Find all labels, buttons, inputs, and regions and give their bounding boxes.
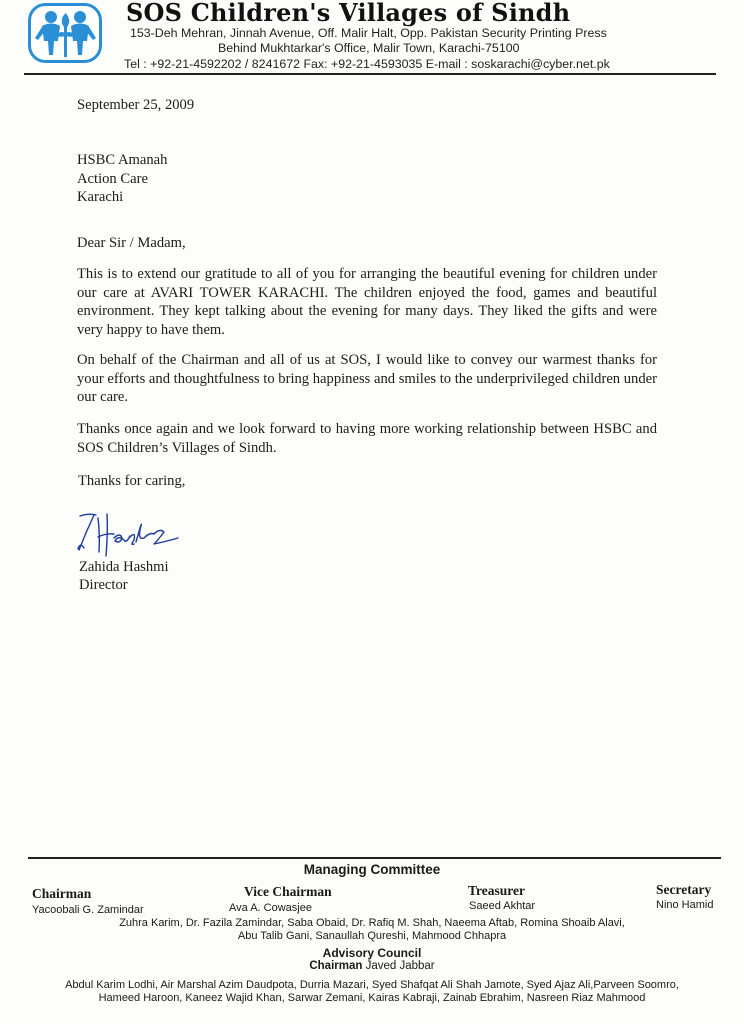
advisory-council-title: Advisory Council xyxy=(322,946,422,960)
letter-date: September 25, 2009 xyxy=(77,97,195,113)
recipient-line: Karachi xyxy=(77,189,124,205)
body-paragraph-1: This is to extend our gratitude to all of you for arranging the beautiful evening for children under our care at AVARI TOWER KARACHI. The children enjoyed the food, games and beautiful environment. They kept talking about the evening for many days. They liked the gifts and were very happy to have them. xyxy=(77,266,657,338)
committee-members-line: Zuhra Karim, Dr. Fazila Zamindar, Saba Obaid, Dr. Rafiq M. Shah, Naeema Aftab, Romina Shoaib Alavi, xyxy=(119,917,625,929)
vice-chairman-role: Vice Chairman xyxy=(244,884,332,899)
recipient-address xyxy=(77,151,167,207)
vice-chairman-name: Ava A. Cowasjee xyxy=(229,902,312,914)
secretary-name: Nino Hamid xyxy=(656,899,714,911)
address-line-2: Behind Mukhtarkar's Office, Malir Town, Karachi-75100 xyxy=(218,41,520,55)
chairman-role: Chairman xyxy=(32,886,92,901)
sos-children-logo-icon xyxy=(28,3,102,63)
chairman-name: Yacoobali G. Zamindar xyxy=(32,904,144,916)
advisory-chairman-name: Javed Jabbar xyxy=(365,960,435,972)
contact-line: Tel : +92-21-4592202 / 8241672 Fax: +92-21-4593035 E-mail : soskarachi@cyber.net.pk xyxy=(124,57,610,71)
managing-committee-title: Managing Committee xyxy=(303,862,441,877)
advisory-chairman xyxy=(0,960,744,972)
advisory-members-line: Hameed Haroon, Kaneez Wajid Khan, Sarwar Zemani, Kairas Kabraji, Zainab Ebrahim, Nasreen Riaz Mahmood xyxy=(98,992,646,1004)
body-paragraph-3: Thanks once again and we look forward to having more working relationship between HSBC and SOS Children’s Villages of Sindh. xyxy=(77,421,657,456)
handwritten-signature-icon xyxy=(74,504,184,564)
committee-members-line: Abu Talib Gani, Sanaullah Qureshi, Mahmood Chhapra xyxy=(237,930,507,942)
advisory-members xyxy=(0,979,744,1005)
address-line-1: 153-Deh Mehran, Jinnah Avenue, Off. Malir Halt, Opp. Pakistan Security Printing Press xyxy=(130,26,607,40)
recipient-line: HSBC Amanah xyxy=(77,152,168,168)
advisory-chairman-label: Chairman xyxy=(309,960,363,972)
committee-members xyxy=(0,917,744,943)
body-paragraph-2: On behalf of the Chairman and all of us at SOS, I would like to convey our warmest thanks for your efforts and thoughtfulness to bring happiness and smiles to the underprivileged children under our care. xyxy=(77,352,657,405)
advisory-members-line: Abdul Karim Lodhi, Air Marshal Azim Daudpota, Durria Mazari, Syed Shafqat Ali Shah Jamote, Syed Ajaz Ali,Parveen Soomro, xyxy=(65,979,679,991)
letterhead-divider xyxy=(24,73,716,75)
treasurer-name: Saeed Akhtar xyxy=(469,900,536,912)
closing-line: Thanks for caring, xyxy=(78,473,186,489)
treasurer-role: Treasurer xyxy=(468,883,525,898)
footer-divider xyxy=(28,857,721,859)
signer-title: Director xyxy=(79,577,128,593)
secretary-role: Secretary xyxy=(656,882,712,897)
signer-name: Zahida Hashmi xyxy=(79,559,169,575)
salutation: Dear Sir / Madam, xyxy=(77,235,186,251)
recipient-line: Action Care xyxy=(77,170,148,187)
organization-name: SOS Children's Villages of Sindh xyxy=(126,0,571,27)
